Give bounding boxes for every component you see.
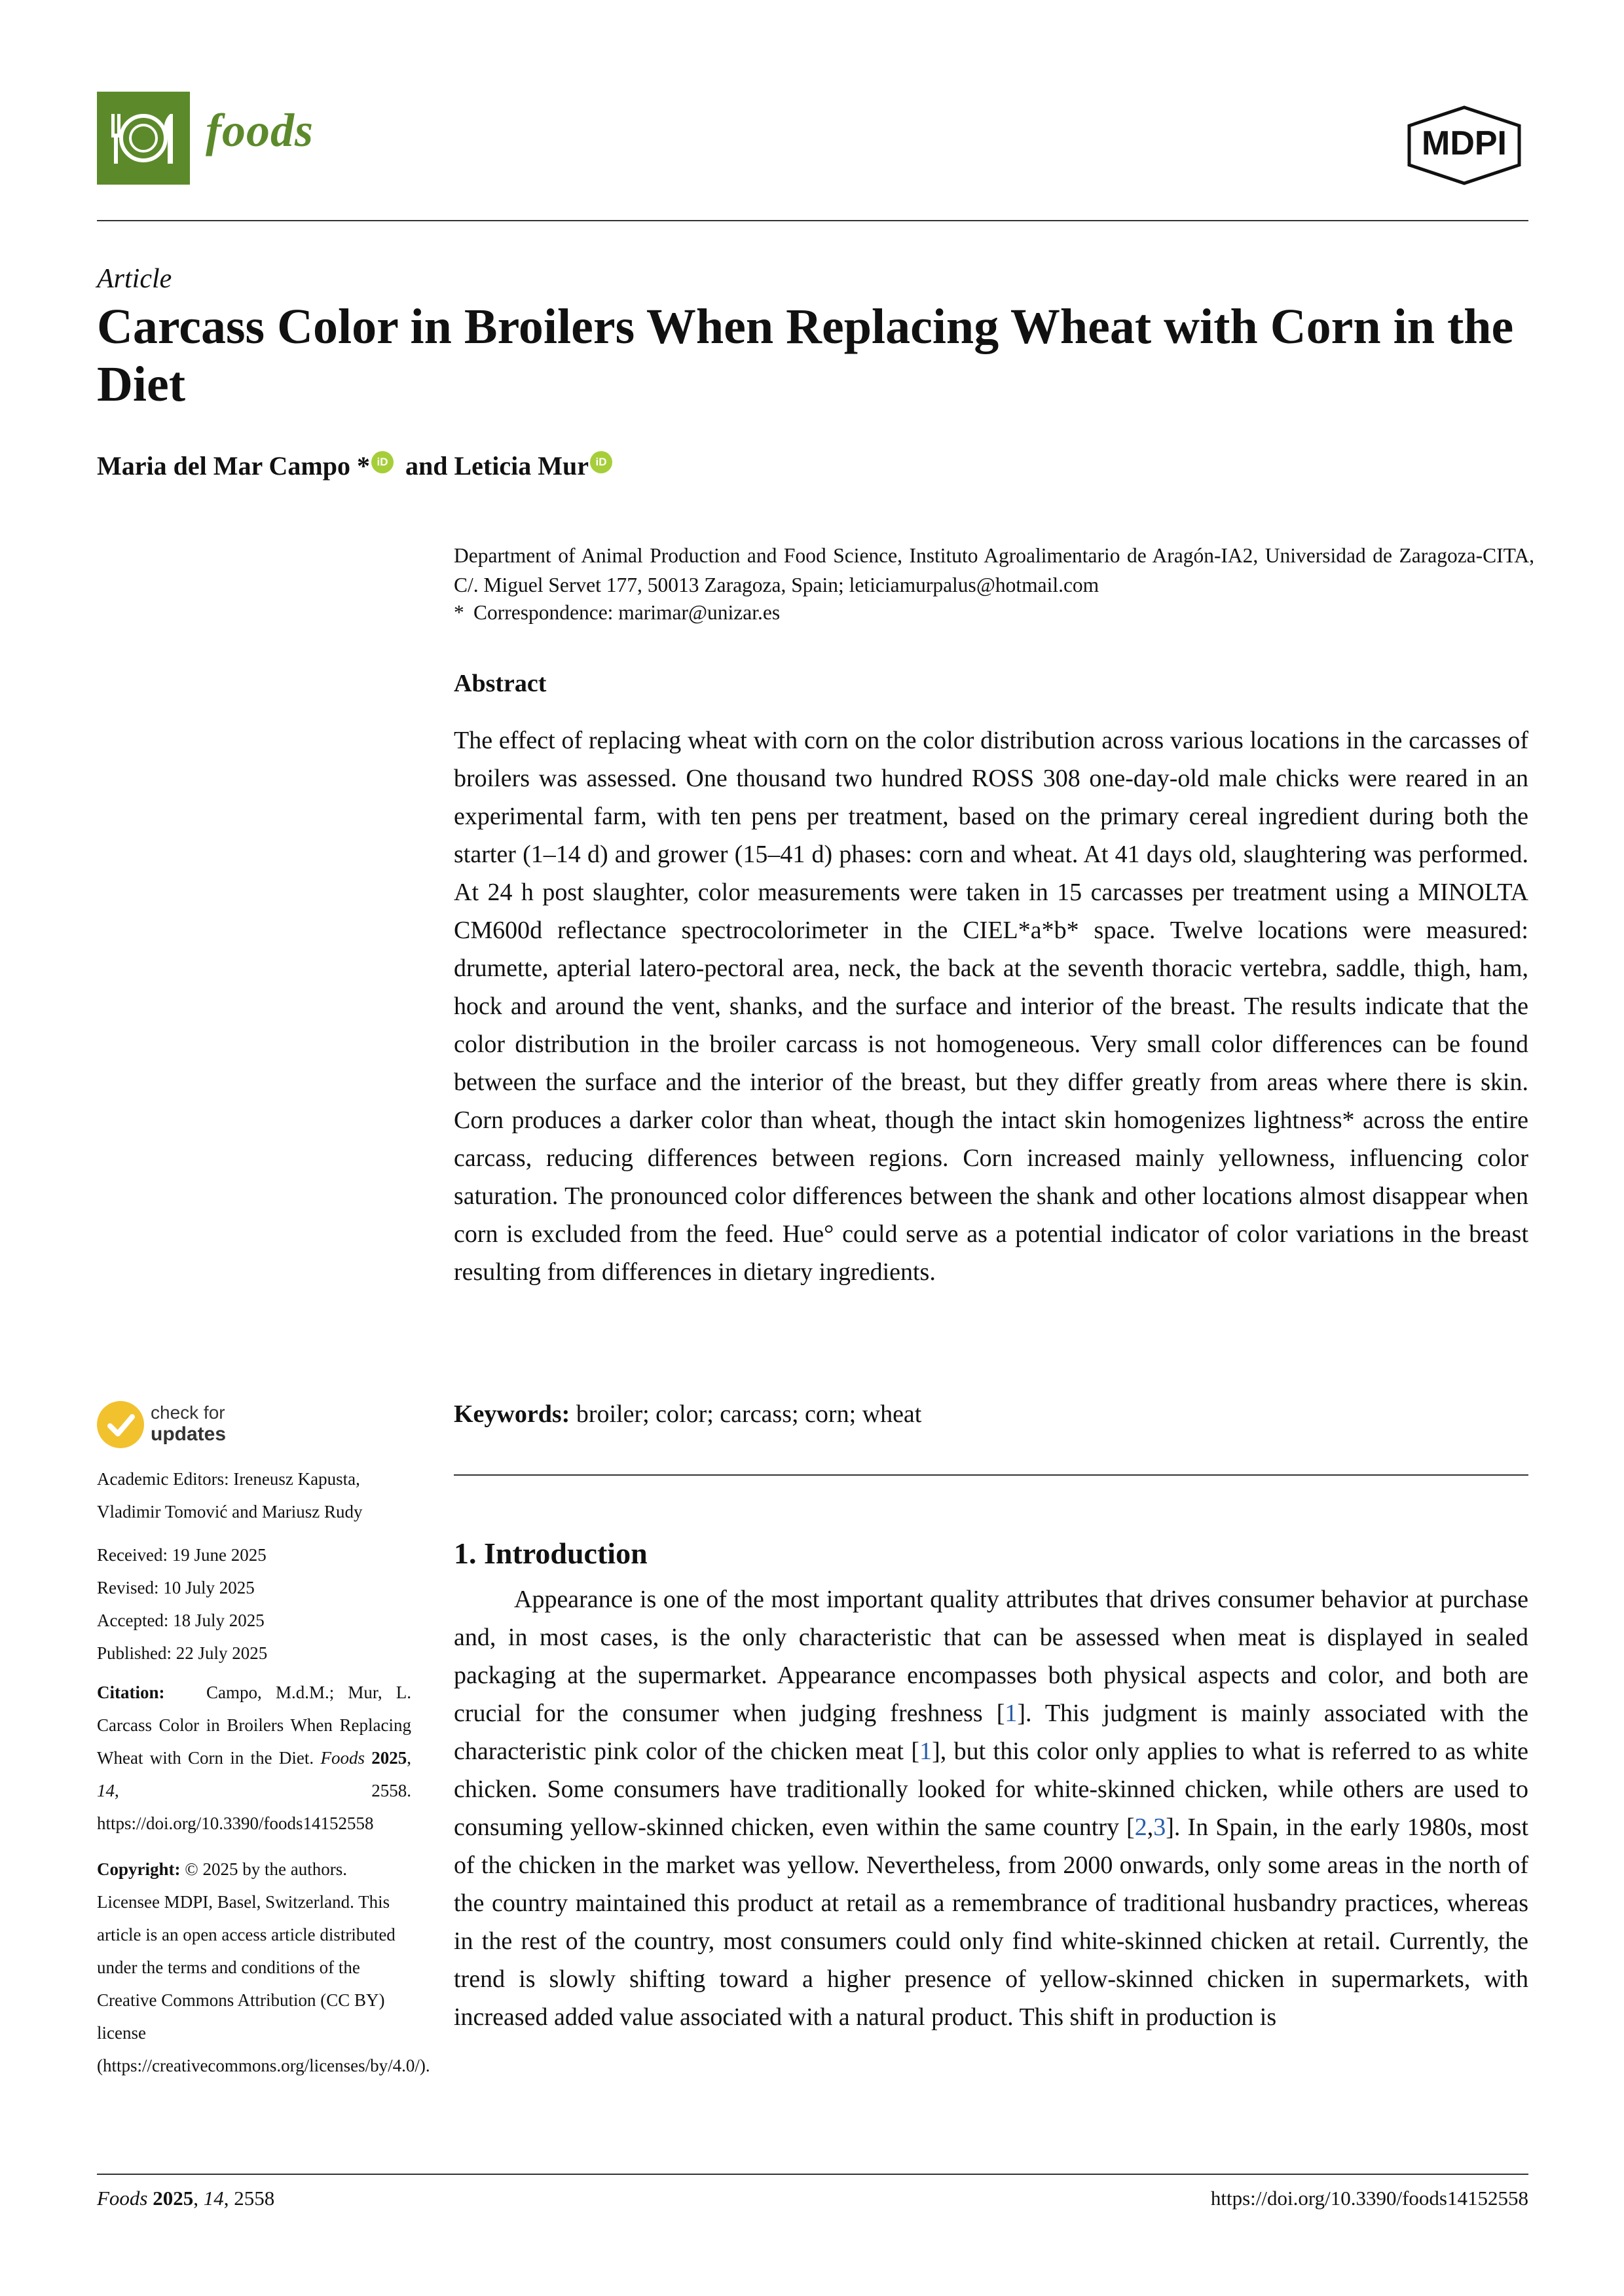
citation-year: 2025	[371, 1748, 407, 1768]
abstract-text: The effect of replacing wheat with corn on the color distribution across various locations in the carcasses of broilers was assessed. One thousand two hundred ROSS 308 one-day-old male chicks were reared in an experimental farm, with ten pens per treatment, based on the primary cereal ingredient during both the starter (1–14 d) and grower (15–41 d) phases: corn and wheat. At 41 days old, slaughtering was performed. At 24 h post slaughter, color measurements were taken in 15 carcasses per treatment using a MINOLTA CM600d reflectance spectrocolorimeter in the CIEL*a*b* space. Twelve locations were measured: drumette, apterial latero-pectoral area, neck, the back at the seventh thoracic vertebra, saddle, thigh, ham, hock and around the vent, shanks, and the surface and interior of the breast. The results indicate that the color distribution in the broiler carcass is not homogeneous. Very small color differences can be found between the surface and the interior of the breast, but they differ greatly from areas where there is skin. Corn produces a darker color than wheat, though the intact skin homogenizes lightness* across the entire carcass, reducing differences between regions. Corn increased mainly yellowness, influencing color saturation. The pronounced color differences between the shank and other locations almost disappear when corn is excluded from the feed. Hue° could serve as a potential indicator of color variations in the breast resulting from differences in dietary ingredients.	[454, 727, 1528, 1286]
author-name[interactable]: and Leticia Mur	[405, 451, 589, 481]
footer-volume: 14	[203, 2187, 224, 2210]
copyright-text: © 2025 by the authors. Licensee MDPI, Basel, Switzerland. This article is an open access article distributed under the terms and conditions of the Creative Commons Attribution (CC BY) license (https://creativecommons.org/licenses/by/4.0/).	[97, 1859, 430, 2075]
mdpi-logo	[1401, 105, 1527, 186]
citation-text: Campo, M.d.M.; Mur, L. Carcass Color in Broilers When Replacing Wheat with Corn in the Diet.	[97, 1683, 412, 1768]
keywords-list: broiler; color; carcass; corn; wheat	[576, 1400, 922, 1428]
intro-text-span: ], but this color only applies to what is referred to as white chicken. Some consumers have traditionally looked for white-skinned chicken, while others are used to consuming yellow-skinned chicken, even within the same country [	[454, 1738, 1528, 1841]
reference-link[interactable]: 3	[1153, 1813, 1166, 1841]
publication-dates	[97, 1539, 411, 1669]
abstract-heading: Abstract	[454, 670, 547, 697]
abstract-divider	[454, 1474, 1528, 1476]
journal-logo	[97, 92, 190, 185]
affiliation: Department of Animal Production and Food Science, Instituto Agroalimentario de Aragón-IA2, Universidad de Zaragoza-CITA, C/. Miguel Servet 177, 50013 Zaragoza, Spain; leticiamurpalus@hotmail.com	[454, 544, 1534, 596]
footer-article-number: , 2558	[223, 2187, 275, 2210]
reference-link[interactable]: 1	[919, 1738, 932, 1765]
introduction-paragraph	[454, 1580, 1528, 2036]
check-for-updates-icon[interactable]	[97, 1401, 144, 1448]
reference-link[interactable]: 1	[1005, 1700, 1018, 1727]
published-date: Published: 22 July 2025	[97, 1643, 268, 1663]
plate-cutlery-icon	[97, 92, 190, 185]
footer-divider	[97, 2174, 1528, 2175]
header-divider	[97, 220, 1528, 221]
copyright-label: Copyright:	[97, 1859, 181, 1879]
keywords	[454, 1400, 921, 1429]
orcid-icon[interactable]: iD	[371, 451, 394, 473]
received-date: Received: 19 June 2025	[97, 1545, 267, 1565]
citation-volume: 14	[97, 1781, 115, 1800]
footer-citation: Foods 2025, 14, 2558	[97, 2187, 275, 2210]
section-heading-introduction: 1. Introduction	[454, 1537, 648, 1570]
journal-name: foods	[206, 104, 314, 156]
author-name[interactable]: Maria del Mar Campo *	[97, 451, 370, 481]
revised-date: Revised: 10 July 2025	[97, 1578, 255, 1597]
orcid-icon[interactable]: iD	[590, 451, 612, 473]
copyright	[97, 1853, 430, 2082]
footer-doi-link[interactable]: https://doi.org/10.3390/foods14152558	[1210, 2187, 1528, 2210]
check-for-updates-label[interactable]: check for	[151, 1402, 225, 1423]
footer-journal: Foods	[97, 2187, 148, 2210]
intro-text-span: ,	[1147, 1813, 1154, 1841]
correspondence	[454, 601, 780, 625]
intro-text-span: ]. In Spain, in the early 1980s, most of the chicken in the market was yellow. Nevertheless, from 2000 onwards, only some areas in the north of the country maintained this product at retail as a remembrance of traditional husbandry practices, whereas in the rest of the country, most consumers could only find white-skinned chicken at retail. Currently, the trend is slowly shifting toward a higher presence of yellow-skinned chicken in supermarkets, with increased added value associated with a natural product. This shift in production is	[454, 1813, 1528, 2031]
accepted-date: Accepted: 18 July 2025	[97, 1611, 265, 1630]
citation-label: Citation:	[97, 1683, 165, 1702]
footer-year: 2025	[153, 2187, 194, 2210]
correspondence-email[interactable]: Correspondence: marimar@unizar.es	[473, 601, 781, 624]
intro-text-span: Appearance is one of the most important quality attributes that drives consumer behavior at purchase and, in most cases, is the only characteristic that can be assessed when meat is displayed in sealed packaging at the supermarket. Appearance encompasses both physical aspects and color, and both are crucial for the consumer when judging freshness [	[454, 1586, 1528, 1727]
article-type: Article	[97, 264, 172, 294]
correspondence-mark: *	[454, 601, 464, 624]
mdpi-logo-text: MDPI	[1422, 124, 1507, 162]
article-title: Carcass Color in Broilers When Replacing Wheat with Corn in the Diet	[97, 299, 1514, 412]
citation-doi[interactable]: , 2558. https://doi.org/10.3390/foods14152558	[97, 1781, 411, 1833]
citation: Citation: Campo, M.d.M.; Mur, L. Carcass Color in Broilers When Replacing Wheat with Corn in the Diet. Foods 2025, 14, 2558. https://doi.org/10.3390/foods14152558	[97, 1683, 412, 1833]
reference-link[interactable]: 2	[1134, 1813, 1147, 1841]
citation-journal: Foods	[320, 1748, 365, 1768]
keywords-label: Keywords:	[454, 1400, 570, 1428]
check-for-updates-label[interactable]: updates	[151, 1423, 227, 1445]
intro-text-span: ]. This judgment is mainly associated with the characteristic pink color of the chicken meat [	[454, 1700, 1528, 1765]
academic-editors: Academic Editors: Ireneusz Kapusta, Vladimir Tomović and Mariusz Rudy	[97, 1469, 363, 1522]
author-list	[97, 450, 618, 481]
